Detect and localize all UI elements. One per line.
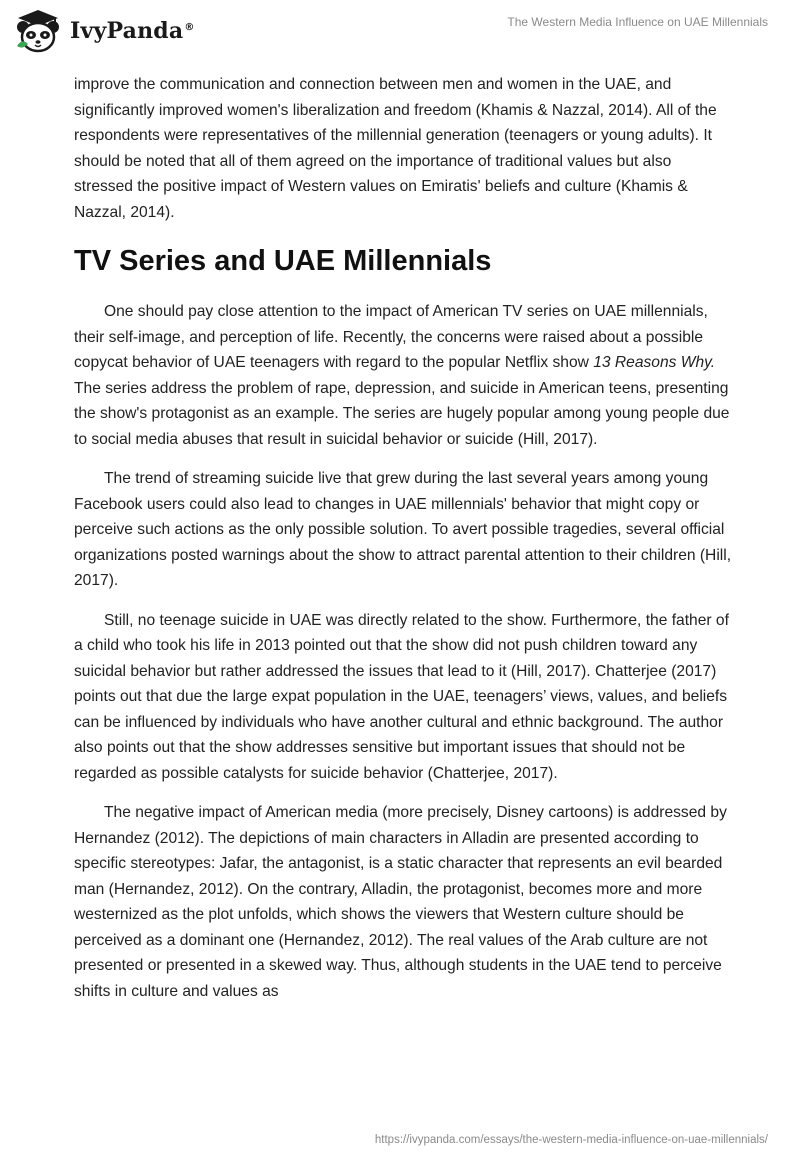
essay-body	[74, 72, 734, 1018]
source-url[interactable]: https://ivypanda.com/essays/the-western-media-influence-on-uae-millennials/	[374, 1134, 768, 1146]
paragraph-intro: improve the communication and connection between men and women in the UAE, and significantly improved women's liberalization and freedom (Khamis & Nazzal, 2014). All of the respondents were representatives of the millennial generation (teenagers or young adults). It should be noted that all of them agreed on the importance of traditional values but also stressed the positive impact of Western values on Emiratis' beliefs and culture (Khamis & Nazzal, 2014).	[74, 76, 717, 221]
paragraph-3: Still, no teenage suicide in UAE was directly related to the show. Furthermore, the father of a child who took his life in 2013 pointed out that the show did not push children toward any suicidal behavior but rather addressed the issues that lead to it (Hill, 2017). Chatterjee (2017) points out that due the large expat population in the UAE, teenagers’ views, values, and beliefs can be influenced by individuals who have another cultural and ethnic background. The author also points out that the show addresses sensitive but important issues that should not be regarded as possible catalysts for suicide behavior (Chatterjee, 2017).	[74, 611, 729, 782]
page-header	[0, 0, 800, 60]
panda-logo-icon	[14, 8, 62, 54]
paragraph-1-text-b: The series address the problem of rape, depression, and suicide in American teens, presenting the show's protagonist as an example. The series are hugely popular among young people due to social media abuses that result in suicidal behavior or suicide (Hill, 2017).	[74, 379, 730, 448]
logo-text: IvyPanda®	[70, 18, 195, 44]
paragraph-4: The negative impact of American media (more precisely, Disney cartoons) is addressed by Hernandez (2012). The depictions of main characters in Alladin are presented according to specific stereotypes: Jafar, the antagonist, is a static character that represents an evil bearded man (Hernandez, 2012). On the contrary, Alladin, the protagonist, becomes more and more westernized as the plot unfolds, which shows the viewers that Western culture should be perceived as a dominant one (Hernandez, 2012). The real values of the Arab culture are not presented or presented in a skewed way. Thus, although students in the UAE tend to perceive shifts in culture and values as	[74, 804, 727, 1000]
paragraph-1-text-a: One should pay close attention to the impact of American TV series on UAE millennials, their self-image, and perception of life. Recently, the concerns were raised about a possible copycat behavior of UAE teenagers with regard to the popular Netflix show	[74, 303, 708, 371]
show-title-italic: 13 Reasons Why.	[593, 354, 716, 371]
section-heading: TV Series and UAE Millennials	[74, 245, 492, 277]
paragraph-1	[74, 299, 734, 452]
paragraph-2: The trend of streaming suicide live that grew during the last several years among young Facebook users could also lead to changes in UAE millennials' behavior that might copy or perceive such actions as the only possible solution. To avert possible tragedies, several official organizations posted warnings about the show to attract parental attention to their children (Hill, 2017).	[74, 470, 732, 589]
document-title: The Western Media Influence on UAE Millennials	[507, 15, 768, 29]
registered-mark: ®	[184, 21, 195, 33]
ivypanda-logo[interactable]	[14, 8, 195, 54]
